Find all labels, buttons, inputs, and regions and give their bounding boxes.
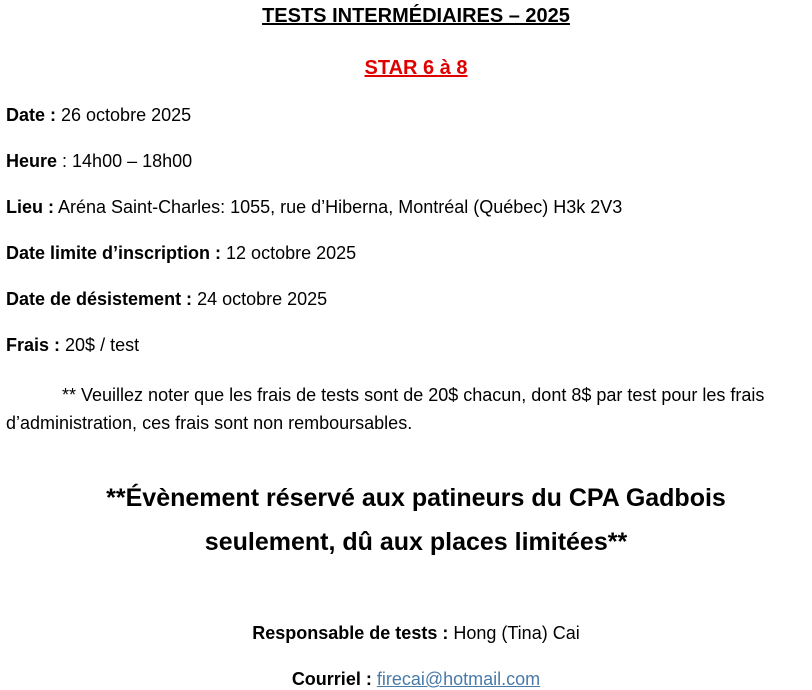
fees-note-text: ** Veuillez noter que les frais de tests sont de 20$ chacun, dont 8$ par test pour les frais d’administration, ces frais sont non remboursables. bbox=[6, 385, 765, 433]
responsible-label: Responsable de tests : bbox=[252, 623, 449, 643]
withdrawal-field bbox=[6, 289, 327, 310]
date-field bbox=[6, 105, 191, 126]
date-label: Date : bbox=[6, 105, 57, 125]
place-field bbox=[6, 197, 622, 218]
page-title: TESTS INTERMÉDIAIRES – 2025 bbox=[262, 5, 570, 27]
event-notice-line-1: **Évènement réservé aux patineurs du CPA Gadbois bbox=[106, 484, 726, 512]
deadline-label: Date limite d’inscription : bbox=[6, 243, 222, 263]
fees-label: Frais : bbox=[6, 335, 61, 355]
email-field bbox=[0, 669, 812, 690]
responsible-field bbox=[0, 623, 812, 644]
date-value: 26 octobre 2025 bbox=[56, 105, 192, 125]
place-value: Aréna Saint-Charles: 1055, rue d’Hiberna, Montréal (Québec) H3k 2V3 bbox=[54, 197, 623, 217]
email-label: Courriel : bbox=[291, 669, 372, 689]
fees-field bbox=[6, 335, 139, 356]
time-field bbox=[6, 151, 192, 172]
event-notice bbox=[30, 476, 802, 564]
fees-value: 20$ / test bbox=[60, 335, 140, 355]
page-subtitle: STAR 6 à 8 bbox=[364, 57, 468, 79]
fees-note bbox=[6, 381, 812, 437]
withdrawal-value: 24 octobre 2025 bbox=[192, 289, 328, 309]
time-value: : 14h00 – 18h00 bbox=[57, 151, 193, 171]
deadline-field bbox=[6, 243, 356, 264]
responsible-name: Hong (Tina) Cai bbox=[448, 623, 580, 643]
place-label: Lieu : bbox=[6, 197, 54, 217]
withdrawal-label: Date de désistement : bbox=[6, 289, 193, 309]
time-label: Heure bbox=[6, 151, 58, 171]
event-notice-line-2: seulement, dû aux places limitées** bbox=[204, 528, 628, 556]
email-link[interactable]: firecai@hotmail.com bbox=[376, 669, 541, 689]
deadline-value: 12 octobre 2025 bbox=[221, 243, 357, 263]
